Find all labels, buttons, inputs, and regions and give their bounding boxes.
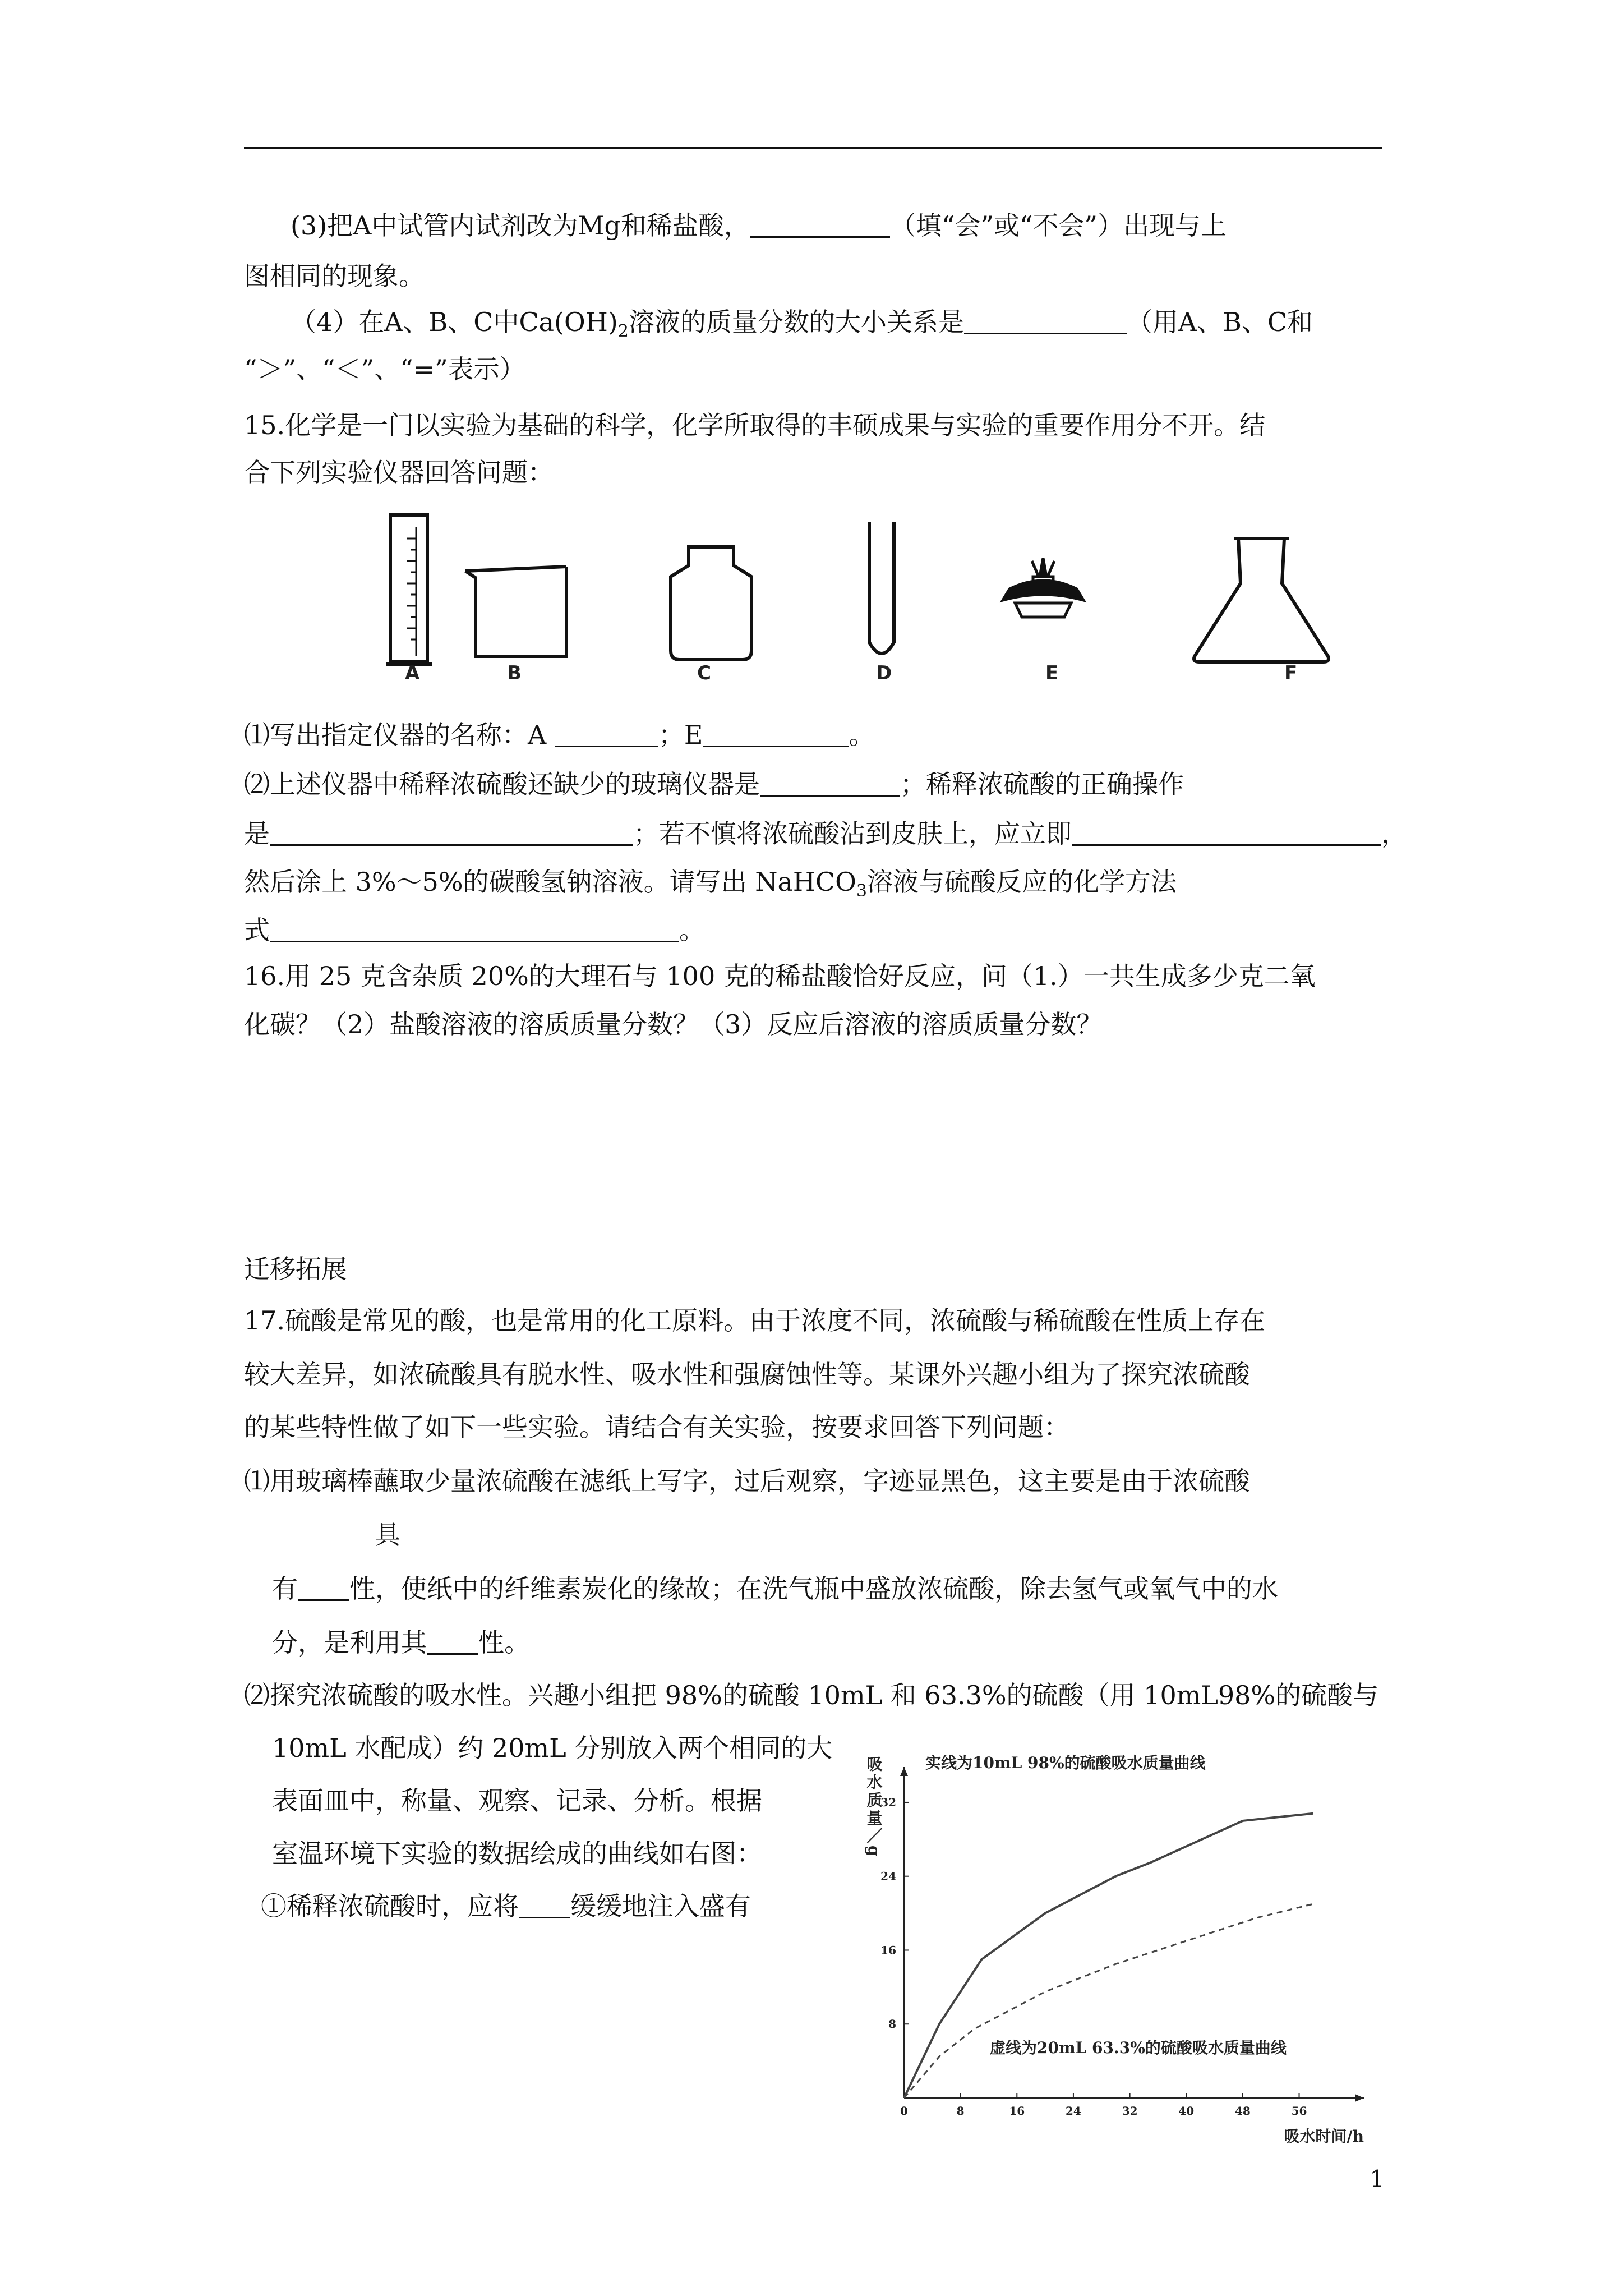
- test-tube-icon: [869, 522, 894, 654]
- answer-blank[interactable]: [298, 1577, 349, 1601]
- x-tick-label: 40: [1178, 2104, 1195, 2118]
- section-title: 迁移拓展: [244, 1254, 347, 1284]
- q17-part1-line3: 有 性，使纸中的纤维素炭化的缘故；在洗气瓶中盛放浓硫酸，除去氢气或氧气中的水: [272, 1573, 1278, 1604]
- apparatus-label-a: A: [405, 662, 420, 684]
- q14-part3-line2: 图相同的现象。: [244, 261, 425, 291]
- apparatus-label-d: D: [876, 662, 892, 684]
- q17-part2-line1: ⑵探究浓硫酸的吸水性。兴趣小组把 98%的硫酸 10mL 和 63.3%的硫酸（用 10mL98%的硫酸与: [244, 1680, 1379, 1710]
- page-number: 1: [1370, 2165, 1385, 2193]
- y-tick-label: 8: [888, 2017, 896, 2031]
- q17-part2-line3: 表面皿中，称量、观察、记录、分析。根据: [272, 1786, 762, 1816]
- beaker-icon: [465, 567, 566, 656]
- y-axis-arrow: [900, 1767, 908, 1776]
- absorption-chart: [864, 1733, 1391, 2148]
- answer-blank[interactable]: [270, 918, 679, 942]
- apparatus-label-c: C: [697, 662, 711, 684]
- apparatus-label-e: E: [1045, 662, 1059, 684]
- dashed-series-line: [904, 1904, 1313, 2098]
- chart-text: [865, 1754, 1364, 2146]
- q17-part1-line1: ⑴用玻璃棒蘸取少量浓硫酸在滤纸上写字，过后观察，字迹显黑色，这主要是由于浓硫酸: [244, 1466, 1250, 1496]
- conical-flask-icon: [1194, 539, 1329, 662]
- q15-part2-line1: ⑵上述仪器中稀释浓硫酸还缺少的玻璃仪器是 ；稀释浓硫酸的正确操作: [244, 769, 1184, 799]
- q16-line2: 化碳？（2）盐酸溶液的溶质质量分数？（3）反应后溶液的溶质质量分数？: [244, 1009, 1103, 1039]
- q16-line1: 16.用 25 克含杂质 20%的大理石与 100 克的稀盐酸恰好反应，问（1.）一共生成多少克二氧: [244, 961, 1316, 991]
- q17-part1-line2: 具: [375, 1520, 400, 1550]
- alcohol-lamp-icon: [1003, 558, 1083, 617]
- answer-blank[interactable]: [519, 1894, 570, 1918]
- x-tick-label: 0: [900, 2104, 908, 2118]
- x-tick-label: 8: [956, 2104, 965, 2118]
- q15-part1: ⑴写出指定仪器的名称：A ；E 。: [244, 720, 875, 750]
- q15-stem-line2: 合下列实验仪器回答问题：: [244, 457, 554, 487]
- q17-line2: 较大差异，如浓硫酸具有脱水性、吸水性和强腐蚀性等。某课外兴趣小组为了探究浓硫酸: [244, 1359, 1250, 1389]
- q17-line1: 17.硫酸是常见的酸，也是常用的化工原料。由于浓度不同，浓硫酸与稀硫酸在性质上存在: [244, 1305, 1266, 1336]
- q15-part2-line2: 是 ；若不慎将浓硫酸沾到皮肤上，应立即 ，: [244, 818, 1407, 849]
- x-tick-label: 24: [1066, 2104, 1081, 2118]
- answer-blank[interactable]: [555, 723, 658, 747]
- x-tick-label: 48: [1234, 2104, 1251, 2118]
- q17-part1-line4: 分，是利用其 性。: [272, 1627, 530, 1658]
- dashed-series-caption: 虚线为20mL 63.3%的硫酸吸水质量曲线: [990, 2039, 1287, 2057]
- answer-blank[interactable]: [964, 310, 1127, 334]
- answer-blank[interactable]: [760, 772, 900, 797]
- q14-part4-line2: “＞”、“＜”、“=”表示）: [244, 354, 525, 384]
- q15-part2-line3: 然后涂上 3%～5%的碳酸氢钠溶液。请写出 NaHCO$_3$溶液与硫酸反应的化学方法: [244, 867, 1177, 901]
- wide-mouth-bottle-icon: [671, 547, 751, 660]
- q17-line3: 的某些特性做了如下一些实验。请结合有关实验，按要求回答下列问题：: [244, 1412, 1069, 1442]
- answer-blank[interactable]: [270, 822, 633, 846]
- answer-blank[interactable]: [703, 723, 849, 747]
- y-tick-label: 16: [880, 1943, 896, 1957]
- y-tick-label: 32: [880, 1795, 896, 1809]
- answer-blank[interactable]: [750, 214, 890, 238]
- x-tick-label: 56: [1291, 2104, 1307, 2118]
- q17-part2-line2: 10mL 水配成）约 20mL 分别放入两个相同的大: [272, 1733, 833, 1763]
- apparatus-label-b: B: [507, 662, 522, 684]
- x-axis-label: 吸水时间/h: [1284, 2127, 1364, 2146]
- header-rule: [244, 147, 1382, 149]
- answer-blank[interactable]: [427, 1631, 478, 1655]
- q15-stem-line1: 15.化学是一门以实验为基础的科学，化学所取得的丰硕成果与实验的重要作用分不开。结: [244, 410, 1266, 440]
- q17-part2-line4: 室温环境下实验的数据绘成的曲线如右图：: [272, 1838, 762, 1869]
- y-tick-label: 24: [880, 1869, 896, 1883]
- solid-series-caption: 实线为10mL 98%的硫酸吸水质量曲线: [925, 1754, 1206, 1772]
- apparatus-label-f: F: [1284, 662, 1298, 684]
- graduated-cylinder-icon: [386, 515, 432, 664]
- x-tick-label: 16: [1009, 2104, 1025, 2118]
- q15-part2-line4: 式 。: [244, 915, 705, 945]
- x-axis-arrow: [1355, 2094, 1364, 2102]
- y-axis-label: 吸水质量／g: [864, 1756, 883, 1859]
- q14-part3-line1: (3)把A中试管内试剂改为Mg和稀盐酸， （填“会”或“不会”）出现与上: [291, 210, 1227, 241]
- q14-part4-line1: （4）在A、B、C中$Ca(OH)_2$溶液的质量分数的大小关系是 （用A、B、C和: [291, 307, 1313, 341]
- apparatus-figure: [381, 505, 1346, 696]
- q17-part2-line5: ①稀释浓硫酸时，应将 缓缓地注入盛有: [261, 1891, 751, 1921]
- x-tick-label: 32: [1122, 2104, 1138, 2118]
- answer-blank[interactable]: [1072, 822, 1381, 846]
